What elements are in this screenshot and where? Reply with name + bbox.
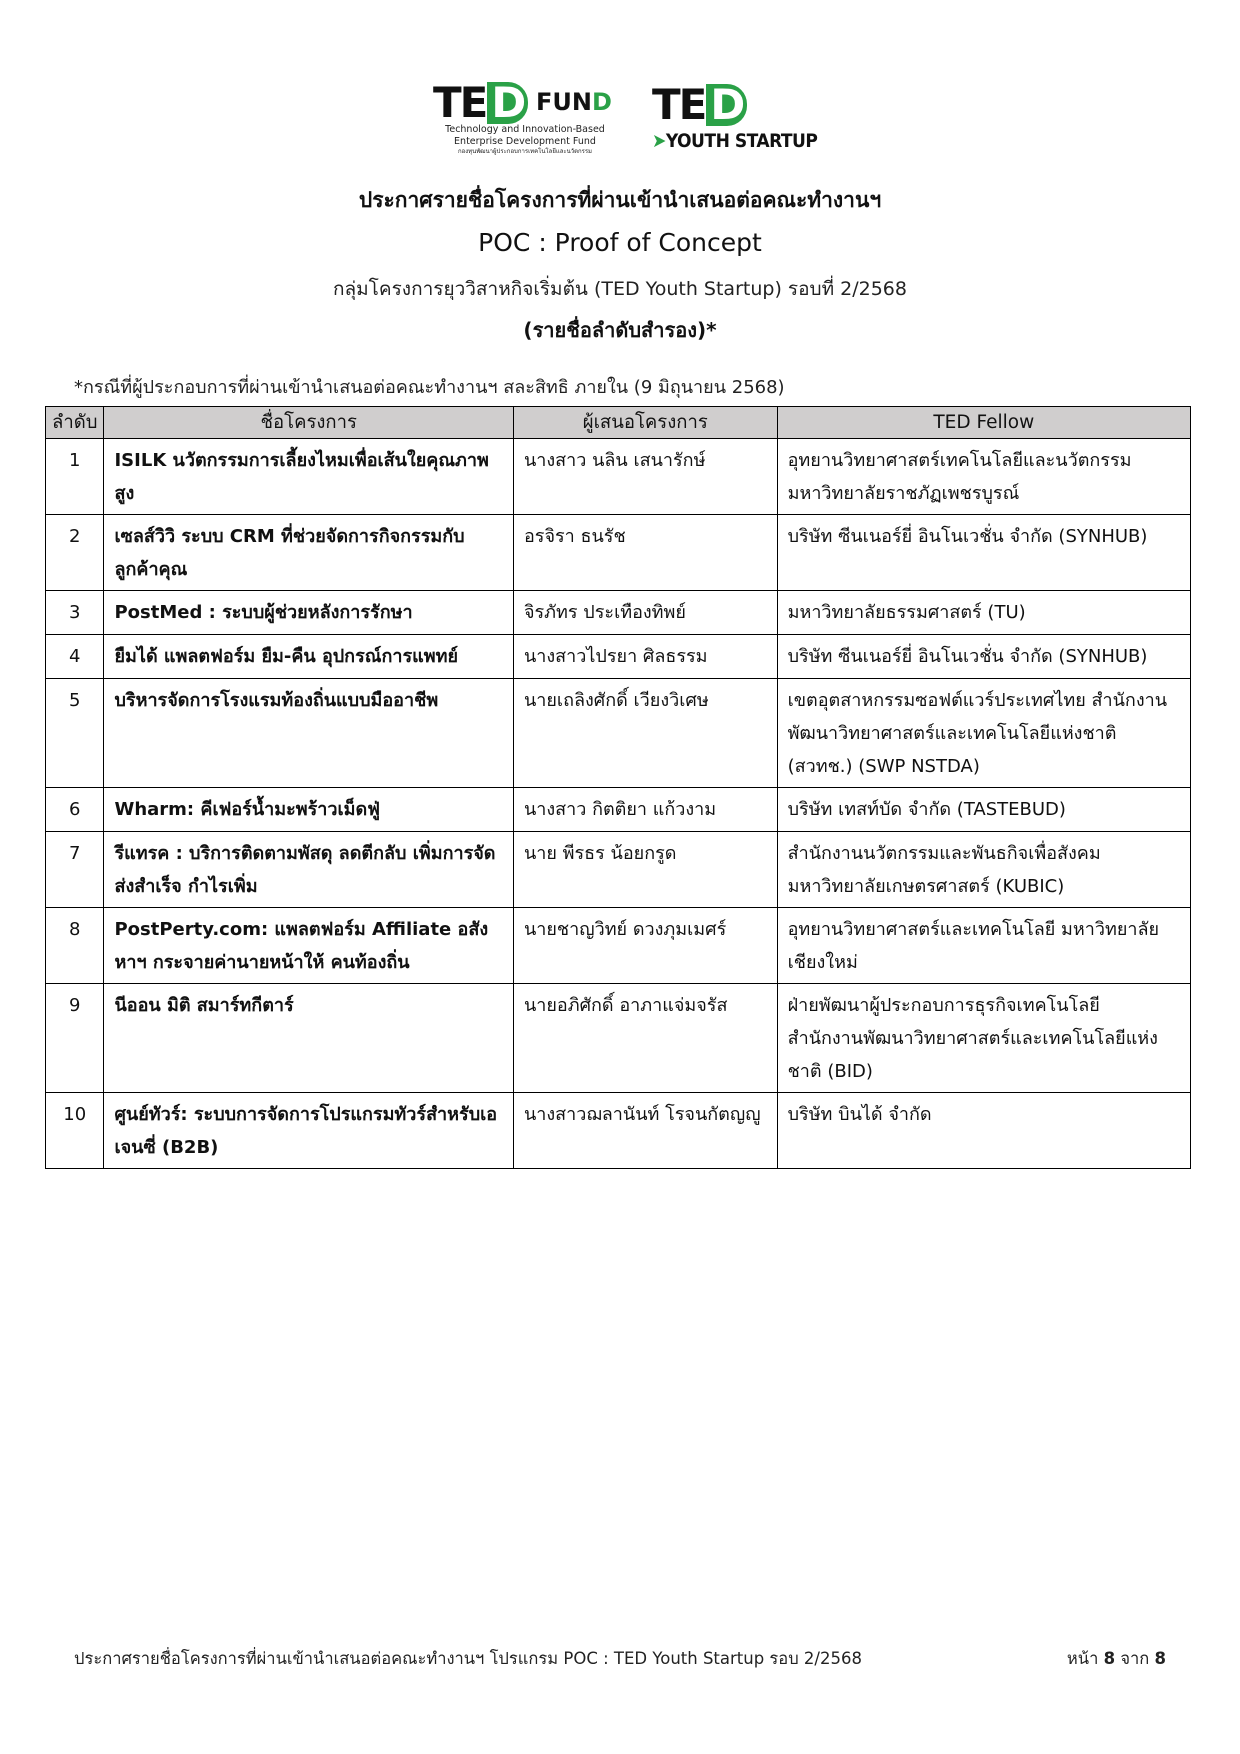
table-row [46,908,1191,984]
youth-startup-mark: TE D [652,84,747,126]
row-project: นีออน มิติ สมาร์ทกีตาร์ [104,984,513,1093]
row-fellow: มหาวิทยาลัยธรรมศาสตร์ (TU) [777,591,1190,635]
row-fellow: ฝ่ายพัฒนาผู้ประกอบการธุรกิจเทคโนโลยี สำนักงานพัฒนาวิทยาศาสตร์และเทคโนโลยีแห่งชาติ (BID) [777,984,1190,1093]
row-no: 10 [46,1093,104,1169]
row-fellow: บริษัท ซีนเนอร์ยี่ อินโนเวชั่น จำกัด (SYNHUB) [777,515,1190,591]
row-proposer: นางสาว กิตติยา แก้วงาม [513,788,777,832]
page-title: ประกาศรายชื่อโครงการที่ผ่านเข้านำเสนอต่อคณะทำงานฯ [358,188,882,212]
row-proposer: นาย พีรธร น้อยกรูด [513,832,777,908]
project-table [45,406,1191,1169]
table-row [46,679,1191,788]
row-proposer: นายเถลิงศักดิ์ เวียงวิเศษ [513,679,777,788]
row-project: ศูนย์ทัวร์: ระบบการจัดการโปรแกรมทัวร์สำหรับเอเจนซี่ (B2B) [104,1093,513,1169]
row-project: ยืมได้ แพลตฟอร์ม ยืม-คืน อุปกรณ์การแพทย์ [104,635,513,679]
table-row [46,439,1191,515]
ted-fund-logo [433,78,613,166]
row-fellow: บริษัท บินได้ จำกัด [777,1093,1190,1169]
page-footer [74,1646,1166,1672]
row-fellow: บริษัท เทสท์บัด จำกัด (TASTEBUD) [777,788,1190,832]
row-fellow: อุทยานวิทยาศาสตร์และเทคโนโลยี มหาวิทยาลัยเชียงใหม่ [777,908,1190,984]
row-proposer: จิรภัทร ประเทืองทิพย์ [513,591,777,635]
row-fellow: เขตอุตสาหกรรมซอฟต์แวร์ประเทศไทย สำนักงานพัฒนาวิทยาศาสตร์และเทคโนโลยีแห่งชาติ (สวทช.) (SWP NSTDA) [777,679,1190,788]
table-row [46,788,1191,832]
ted-fund-mark: TE D [433,82,528,124]
logo-area [0,78,1240,166]
table-row [46,591,1191,635]
row-proposer: นางสาวไปรยา ศิลธรรม [513,635,777,679]
row-no: 5 [46,679,104,788]
row-fellow: สำนักงานนวัตกรรมและพันธกิจเพื่อสังคม มหาวิทยาลัยเกษตรศาสตร์ (KUBIC) [777,832,1190,908]
group-title: กลุ่มโครงการยุววิสาหกิจเริ่มต้น (TED Youth Startup) รอบที่ 2/2568 [333,278,907,300]
table-row [46,984,1191,1093]
row-proposer: นางสาวฌลานันท์ โรจนกัตญญู [513,1093,777,1169]
youth-startup-word: ➤YOUTH STARTUP [652,130,818,152]
footer-text: ประกาศรายชื่อโครงการที่ผ่านเข้านำเสนอต่อคณะทำงานฯ โปรแกรม POC : TED Youth Startup รอบ 2/2568 [74,1649,862,1668]
header-fellow: TED Fellow [777,407,1190,439]
table-header-row [46,407,1191,439]
row-no: 4 [46,635,104,679]
row-no: 3 [46,591,104,635]
row-project: ISILK นวัตกรรมการเลี้ยงไหมเพื่อเส้นใยคุณภาพสูง [104,439,513,515]
ted-fund-tagline: Technology and Innovation-Based Enterprise Development Fund กองทุนพัฒนาผู้ประกอบการเทคโนโลยีและนวัตกรรม [445,124,605,155]
row-no: 7 [46,832,104,908]
footnote: *กรณีที่ผู้ประกอบการที่ผ่านเข้านำเสนอต่อคณะทำงานฯ สละสิทธิ ภายใน (9 มิถุนายน 2568) [74,377,785,398]
row-fellow: อุทยานวิทยาศาสตร์เทคโนโลยีและนวัตกรรม มหาวิทยาลัยราชภัฏเพชรบูรณ์ [777,439,1190,515]
ted-youth-startup-logo [652,80,818,164]
row-project: PostPerty.com: แพลตฟอร์ม Affiliate อสังหาฯ กระจายค่านายหน้าให้ คนท้องถิ่น [104,908,513,984]
header-no: ลำดับ [46,407,104,439]
row-project: บริหารจัดการโรงแรมท้องถิ่นแบบมืออาชีพ [104,679,513,788]
row-no: 2 [46,515,104,591]
table-row [46,832,1191,908]
page-number: หน้า 8 จาก 8 [1066,1649,1166,1668]
row-proposer: นางสาว นลิน เสนารักษ์ [513,439,777,515]
row-proposer: นายอภิศักดิ์ อาภาแจ่มจรัส [513,984,777,1093]
row-proposer: นายชาญวิทย์ ดวงภุมเมศร์ [513,908,777,984]
row-project: PostMed : ระบบผู้ช่วยหลังการรักษา [104,591,513,635]
header-proposer: ผู้เสนอโครงการ [513,407,777,439]
row-proposer: อรจิรา ธนรัช [513,515,777,591]
row-no: 6 [46,788,104,832]
reserve-list-subtitle: (รายชื่อลำดับสำรอง)* [523,318,717,342]
program-title: POC : Proof of Concept [478,228,762,257]
ted-fund-word: FUND [536,88,612,116]
row-project: เซลส์วิวิ ระบบ CRM ที่ช่วยจัดการกิจกรรมกับลูกค้าคุณ [104,515,513,591]
row-project: Wharm: คีเฟอร์น้ำมะพร้าวเม็ดฟู่ [104,788,513,832]
row-no: 1 [46,439,104,515]
table-row [46,1093,1191,1169]
row-fellow: บริษัท ซีนเนอร์ยี่ อินโนเวชั่น จำกัด (SYNHUB) [777,635,1190,679]
header-project: ชื่อโครงการ [104,407,513,439]
row-no: 8 [46,908,104,984]
table-row [46,635,1191,679]
table-row [46,515,1191,591]
row-no: 9 [46,984,104,1093]
row-project: รีแทรค : บริการติดตามพัสดุ ลดตีกลับ เพิ่มการจัดส่งสำเร็จ กำไรเพิ่ม [104,832,513,908]
